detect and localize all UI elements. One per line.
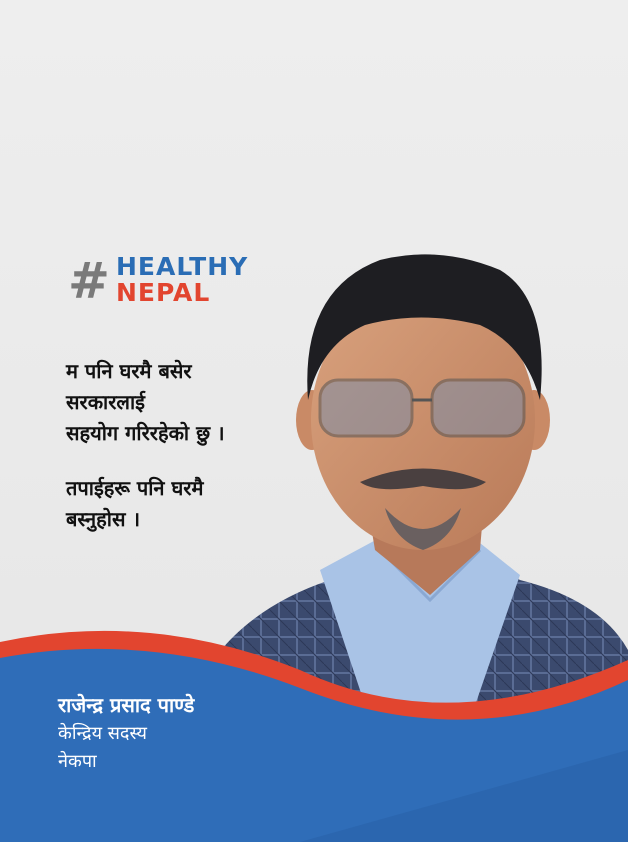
person-name: राजेन्द्र प्रसाद पाण्डे [58,693,195,717]
hashtag-icon: # [68,252,110,310]
person-party: नेकपा [58,751,97,772]
person-info [58,690,194,776]
message-line-3: सहयोग गरिरहेको छु । [66,421,225,445]
logo-healthy-text: HEALTHY [116,252,249,281]
logo-nepal-text: NEPAL [116,278,211,307]
message-line-5: बस्नुहोस । [66,507,141,531]
person-title: केन्द्रिय सदस्य [58,723,147,744]
message-line-1: म पनि घरमै बसेर [66,359,192,383]
message-line-4: तपाईहरू पनि घरमै [66,476,204,500]
message-line-2: सरकारलाई [66,390,145,414]
